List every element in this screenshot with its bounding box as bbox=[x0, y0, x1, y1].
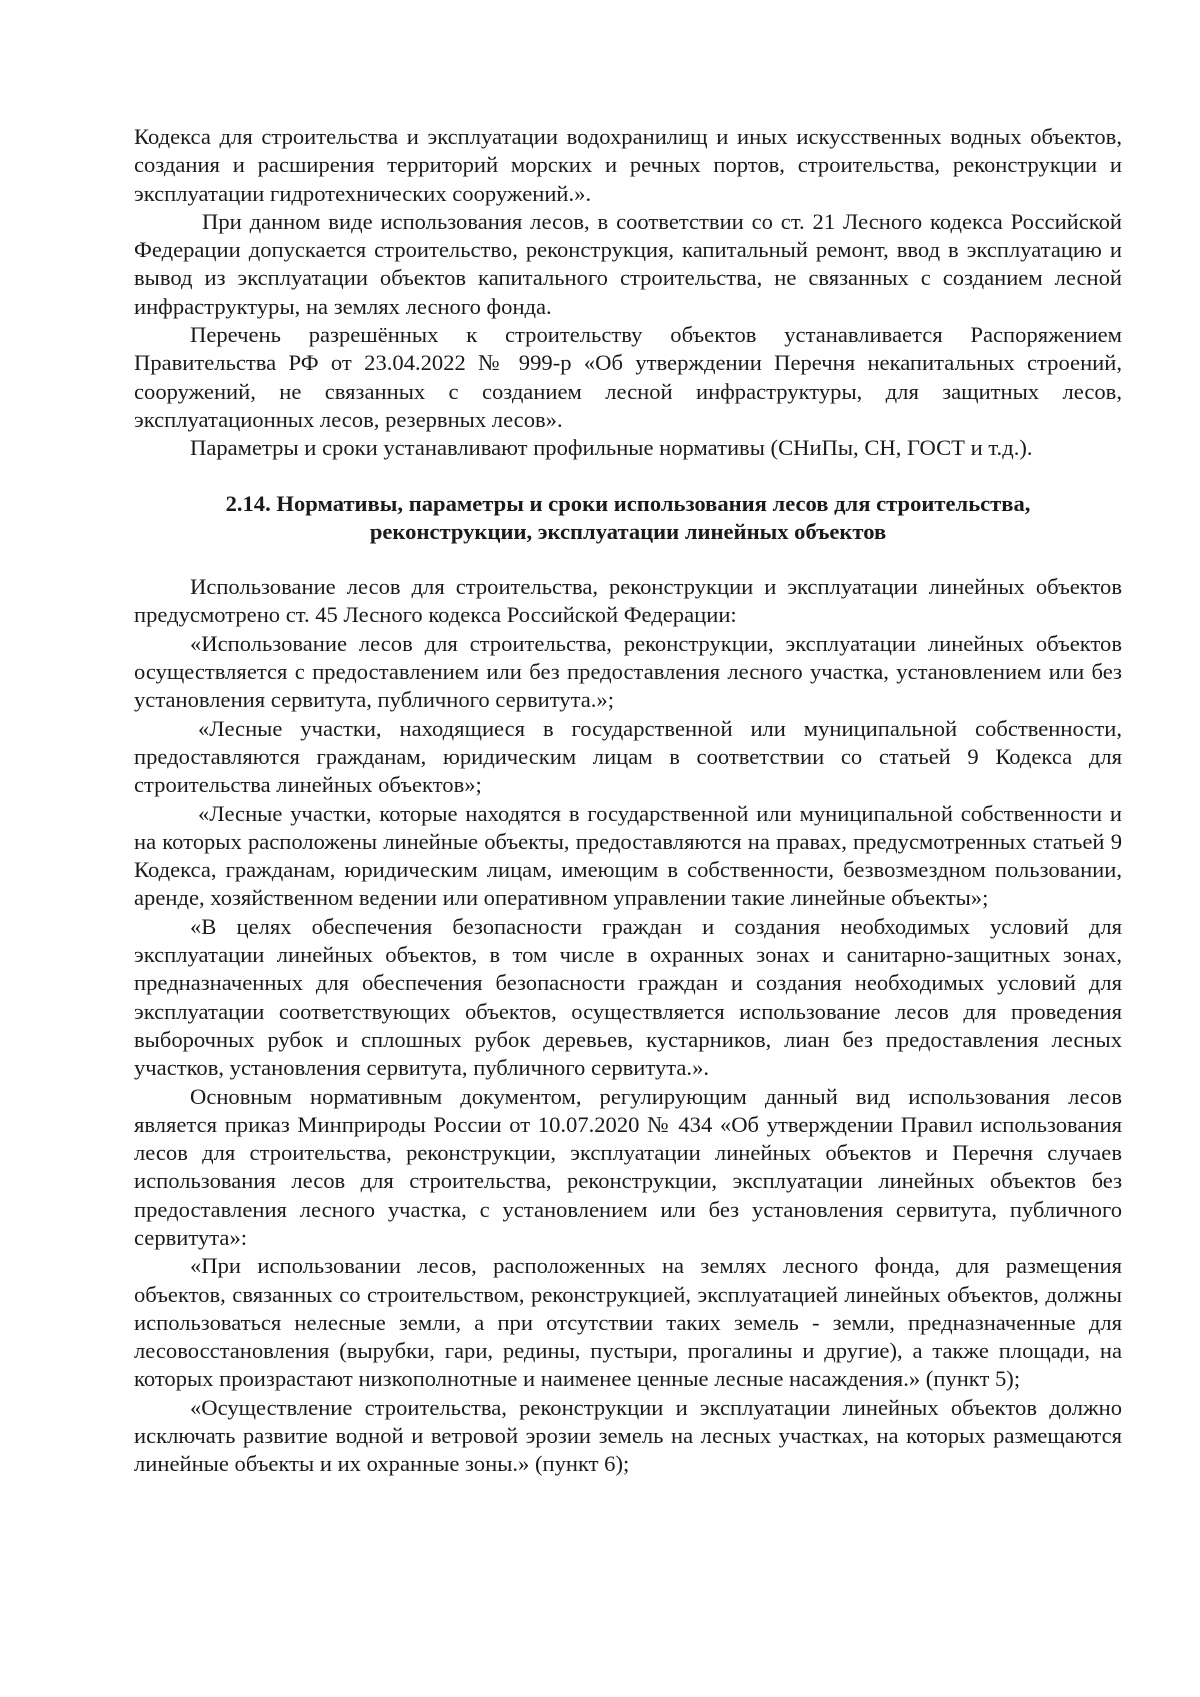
paragraph-article-45: Использование лесов для строительства, реконструкции и эксплуатации линейных объектов предусмотрено ст. 45 Лесного кодекса Российской Федерации: bbox=[134, 574, 1122, 628]
paragraph-point-5: «При использовании лесов, расположенных на землях лесного фонда, для размещения объектов, связанных со строительством, реконструкцией, эксплуатацией линейных объектов, должны использоваться нелесные земли, а при отсутствии таких земель - земли, предназначенные для лесовосстановления (вырубки, гари, редины, пустыри, прогалины и другие), а также площади, на которых произрастают низкополнотные и наименее ценные лесные насаждения.» (пункт 5); bbox=[134, 1253, 1122, 1392]
paragraph-parameters: Параметры и сроки устанавливают профильные нормативы (СНиПы, СН, ГОСТ и т.д.). bbox=[190, 435, 1033, 461]
paragraph-quote-safety: «В целях обеспечения безопасности граждан и создания необходимых условий для эксплуатации линейных объектов, в том числе в охранных зонах и санитарно-защитных зонах, предназначенных для обеспечения безопасности граждан и создания необходимых условий для эксплуатации соответствующих объектов, осуществляется использование лесов для проведения выборочных рубок и сплошных рубок деревьев, кустарников, лиан без предоставления лесных участков, установления сервитута, публичного сервитута.». bbox=[134, 913, 1122, 1081]
section-heading-line-1: 2.14. Нормативы, параметры и сроки использования лесов для строительства, bbox=[225, 490, 1031, 516]
paragraph-article-21: При данном виде использования лесов, в соответствии со ст. 21 Лесного кодекса Российской Федерации допускается строительство, реконструкция, капитальный ремонт, ввод в эксплуатацию и вывод из эксплуатации объектов капитального строительства, не связанных с созданием лесной инфраструктуры, на землях лесного фонда. bbox=[134, 208, 1122, 319]
paragraph-point-6: «Осуществление строительства, реконструкции и эксплуатации линейных объектов должно исключать развитие водной и ветровой эрозии земель на лесных участках, на которых размещаются линейные объекты и их охранные зоны.» (пункт 6); bbox=[134, 1394, 1122, 1477]
section-heading-2-14 bbox=[134, 490, 1122, 547]
section-heading-line-2: реконструкции, эксплуатации линейных объектов bbox=[369, 518, 887, 544]
paragraph-permitted-objects: Перечень разрешённых к строительству объектов устанавливается Распоряжением Правительства РФ от 23.04.2022 № 999-р «Об утверждении Перечня некапитальных строений, сооружений, не связанных с созданием лесной инфраструктуры, для защитных лесов, эксплуатационных лесов, резервных лесов». bbox=[134, 322, 1122, 432]
paragraph-quote-plots-with-objects: «Лесные участки, которые находятся в государственной или муниципальной собственности и на которых расположены линейные объекты, предоставляются на правах, предусмотренных статьей 9 Кодекса, гражданам, юридическим лицам, имеющим в собственности, безвозмездном пользовании, аренде, хозяйственном ведении или оперативном управлении такие линейные объекты»; bbox=[134, 800, 1122, 911]
paragraph-quote-forest-plots: «Лесные участки, находящиеся в государственной или муниципальной собственности, предоставляются гражданам, юридическим лицам в соответствии со статьей 9 Кодекса для строительства линейных объектов»; bbox=[134, 715, 1122, 798]
paragraph-quote-use-of-forests: «Использование лесов для строительства, реконструкции, эксплуатации линейных объектов осуществляется с предоставлением или без предоставления лесного участка, установлением или без установления сервитута, публичного сервитута.»; bbox=[134, 630, 1122, 713]
paragraph-continuation: Кодекса для строительства и эксплуатации водохранилищ и иных искусственных водных объектов, создания и расширения территорий морских и речных портов, строительства, реконструкции и эксплуатации гидротехнических сооружений.». bbox=[134, 124, 1122, 206]
paragraph-order-434: Основным нормативным документом, регулирующим данный вид использования лесов является приказ Минприроды России от 10.07.2020 № 434 «Об утверждении Правил использования лесов для строительства, реконструкции, эксплуатации линейных объектов и Перечня случаев использования лесов для строительства, реконструкции, эксплуатации линейных объектов без предоставления лесного участка, с установлением или без установления сервитута, публичного сервитута»: bbox=[134, 1083, 1122, 1250]
